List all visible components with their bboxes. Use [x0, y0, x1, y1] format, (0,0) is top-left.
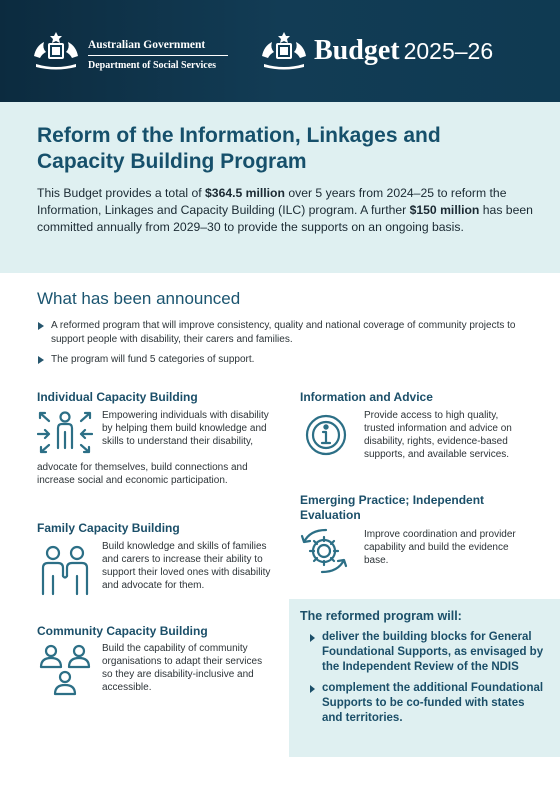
budget-title [314, 35, 493, 67]
heading-information: Information and Advice [300, 390, 433, 404]
emerging-description: Improve coordination and provider capability and build the evidence base. [364, 529, 516, 566]
department-name: Department of Social Services [88, 60, 217, 71]
annual-funding-amount: $150 million [409, 203, 480, 217]
gov-logo-text [88, 38, 228, 72]
gear-cycle-icon [298, 528, 350, 574]
community-group-icon [38, 643, 92, 699]
family-description: Build knowledge and skills of families and carers to increase their ability to support their loved ones with disability and advocate for them. [102, 541, 271, 591]
community-description: Build the capability of community organisations to adapt their services so they are disability-inclusive and accessible. [102, 643, 263, 693]
list-item: deliver the building blocks for General Foundational Supports, as envisaged by the Independent Review of the NDIS [310, 630, 545, 675]
heading-family: Family Capacity Building [37, 521, 180, 535]
information-description: Provide access to high quality, trusted information and advice on disability, rights, evidence-based supports, and available services. [364, 410, 512, 460]
individual-description: Empowering individuals with disability by helping them build knowledge and skills to understand their disability, [102, 410, 269, 447]
heading-emerging-line1: Emerging Practice; Independent [300, 493, 485, 507]
header-banner [0, 0, 560, 102]
gov-name: Australian Government [88, 39, 206, 51]
announced-list [37, 319, 537, 373]
page-title: Reform of the Information, Linkages and Capacity Building Program [37, 124, 441, 173]
divider [88, 55, 228, 56]
intro-text-a: This Budget provides a total of [37, 186, 206, 200]
list-item: A reformed program that will improve consistency, quality and national coverage of community projects to support people with disability, their carers and families. [37, 319, 537, 347]
list-item: The program will fund 5 categories of support. [37, 353, 537, 367]
budget-word: Budget [314, 35, 400, 66]
family-icon [37, 542, 93, 598]
info-icon [302, 411, 350, 459]
callout-heading: The reformed program will: [300, 609, 462, 623]
person-arrows-icon [37, 408, 93, 454]
section-heading-announced: What has been announced [37, 289, 241, 308]
intro-paragraph [37, 185, 533, 236]
heading-individual: Individual Capacity Building [37, 390, 198, 404]
individual-description-cont: advocate for themselves, build connections and increase social and economic participation. [37, 462, 248, 486]
heading-community: Community Capacity Building [37, 624, 208, 638]
coat-of-arms-icon [258, 30, 310, 70]
intro-text-b: over 5 years from 2024–25 to reform the Information, Linkages and Capacity Building (ILC) program. A further [37, 186, 507, 217]
heading-emerging [300, 493, 484, 523]
heading-emerging-line2: Evaluation [300, 508, 361, 522]
list-item: complement the additional Foundational Supports to be co-funded with states and territories. [310, 681, 545, 726]
intro-text-c: has been committed annually from 2029–30 to provide the supports on an ongoing basis. [37, 203, 533, 234]
coat-of-arms-icon [30, 30, 82, 70]
funding-amount: $364.5 million [205, 186, 285, 200]
budget-year: 2025–26 [403, 38, 494, 64]
callout-list [310, 630, 545, 732]
